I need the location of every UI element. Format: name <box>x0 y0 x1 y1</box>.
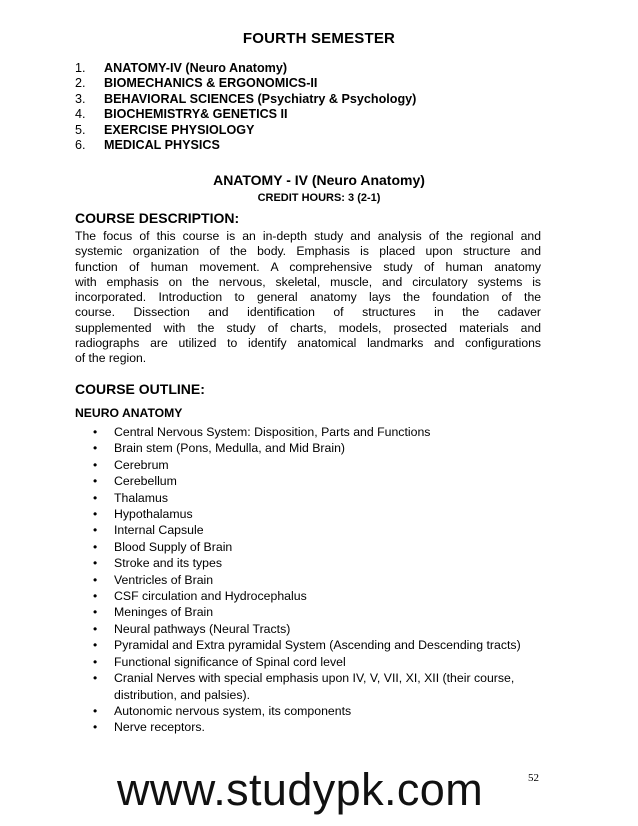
topic-item: • Ventricles of Brain <box>90 572 530 588</box>
topic-item: • Pyramidal and Extra pyramidal System (Ascending and Descending tracts) <box>90 637 530 653</box>
topic-item: • Hypothalamus <box>90 506 530 522</box>
topic-item: • Central Nervous System: Disposition, Parts and Functions <box>90 424 530 440</box>
course-name: ANATOMY-IV (Neuro Anatomy) <box>104 61 288 75</box>
description-line: of the region. <box>75 351 147 366</box>
course-name: MEDICAL PHYSICS <box>104 137 220 152</box>
course-number: 4. <box>75 107 86 122</box>
course-number: 1. <box>75 61 86 75</box>
page-title: FOURTH SEMESTER <box>242 30 396 47</box>
description-line: radiographs are utilized to identify anatomical landmarks and configurations <box>75 336 541 351</box>
course-number: 3. <box>75 91 86 106</box>
course-name: BEHAVIORAL SCIENCES (Psychiatry & Psychology) <box>104 91 417 106</box>
course-item <box>75 107 416 122</box>
topic-item: • Cranial Nerves with special emphasis upon IV, V, VII, XI, XII (their course, distribution, and palsies). <box>90 670 530 703</box>
course-number: 2. <box>75 76 86 91</box>
credit-hours: CREDIT HOURS: 3 (2-1) <box>257 192 381 204</box>
description-line: systemic organization of the body. Emphasis is placed upon structure and <box>75 244 541 259</box>
course-number: 6. <box>75 137 86 152</box>
description-line: The focus of this course is an in-depth study and analysis of the regional and <box>75 229 541 243</box>
course-item <box>75 92 416 107</box>
outline-heading: COURSE OUTLINE: <box>75 381 205 397</box>
topic-item: • Neural pathways (Neural Tracts) <box>90 621 530 637</box>
topic-item: • Autonomic nervous system, its components <box>90 703 530 719</box>
topic-item: • Thalamus <box>90 490 530 506</box>
topic-item: • Cerebrum <box>90 457 530 473</box>
topic-item: • Meninges of Brain <box>90 604 530 620</box>
course-name: EXERCISE PHYSIOLOGY <box>104 122 255 137</box>
topic-item: • Nerve receptors. <box>90 719 530 735</box>
topic-list <box>90 424 530 736</box>
watermark-url: www.studypk.com <box>117 764 484 815</box>
topic-item: • Internal Capsule <box>90 522 530 538</box>
outline-subheading: NEURO ANATOMY <box>75 406 183 420</box>
course-number: 5. <box>75 122 86 137</box>
description-line: incorporated. Introduction to general anatomy lays the foundation of the <box>75 290 541 305</box>
topic-item: • Brain stem (Pons, Medulla, and Mid Brain) <box>90 440 530 456</box>
page-number: 52 <box>528 772 539 784</box>
subject-title: ANATOMY - IV (Neuro Anatomy) <box>213 172 425 188</box>
topic-item: • CSF circulation and Hydrocephalus <box>90 588 530 604</box>
description-heading: COURSE DESCRIPTION: <box>75 210 240 226</box>
course-list <box>75 61 416 153</box>
course-item <box>75 61 416 76</box>
description-line: function of human movement. A comprehensive study of human anatomy <box>75 259 541 274</box>
description-line: with emphasis on the nervous, skeletal, muscle, and circulatory systems is <box>75 274 541 289</box>
description-paragraph <box>75 229 541 367</box>
description-line: course. Dissection and identification of structures in the cadaver <box>75 305 541 320</box>
topic-item: • Cerebellum <box>90 473 530 489</box>
topic-item: • Functional significance of Spinal cord level <box>90 654 530 670</box>
description-line: supplemented with the study of charts, models, prosected materials and <box>75 320 541 335</box>
topic-item: • Stroke and its types <box>90 555 530 571</box>
course-item <box>75 123 416 138</box>
course-item <box>75 76 416 91</box>
course-name: BIOCHEMISTRY& GENETICS II <box>104 107 288 122</box>
topic-item: • Blood Supply of Brain <box>90 539 530 555</box>
course-item <box>75 138 416 153</box>
course-name: BIOMECHANICS & ERGONOMICS-II <box>104 76 318 91</box>
